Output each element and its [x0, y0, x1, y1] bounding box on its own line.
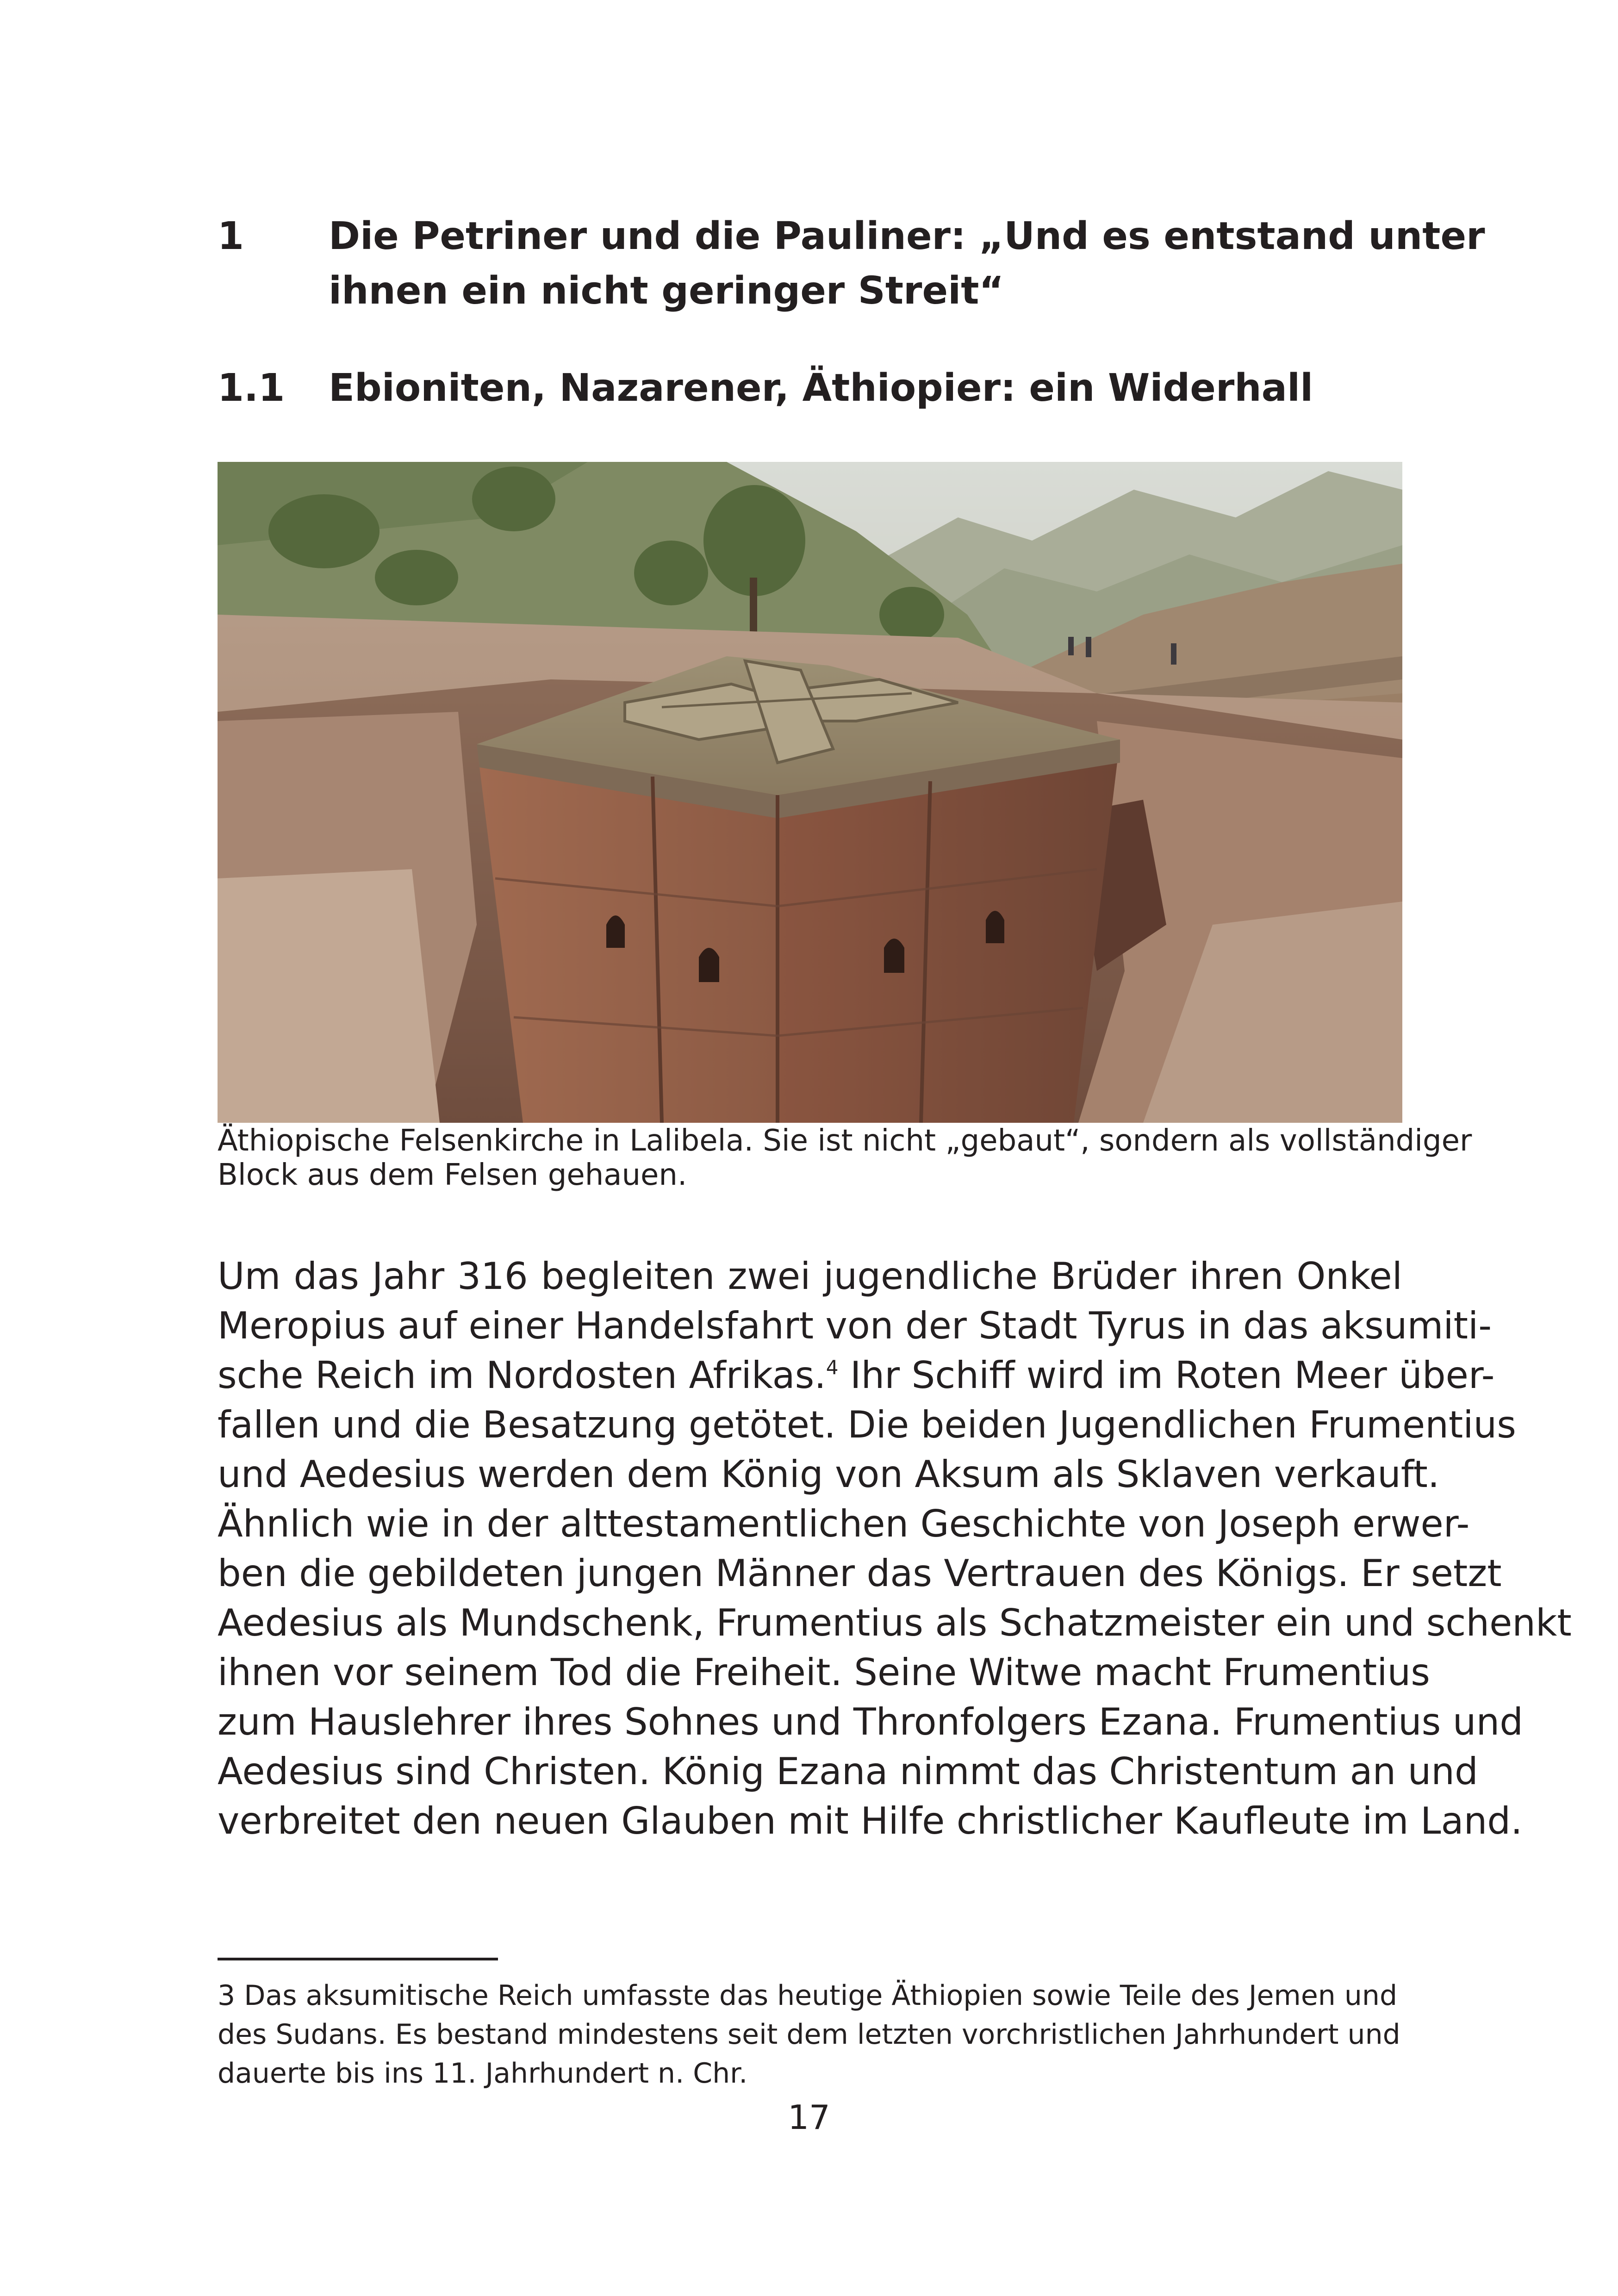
chapter-title: [329, 209, 1513, 318]
body-line: Ähnlich wie in der alttestamentlichen Geschichte von Joseph erwer-: [218, 1502, 1470, 1545]
chapter-number: 1: [218, 214, 244, 258]
footnote-line-1: 3 Das aksumitische Reich umfasste das heutige Äthiopien sowie Teile des Jemen und: [218, 1979, 1398, 2012]
body-line-part: Ihr Schiff wird im Roten Meer über-: [838, 1354, 1495, 1397]
footnote-line-2: des Sudans. Es bestand mindestens seit dem letzten vorchristlichen Jahrhundert und: [218, 2018, 1400, 2051]
body-line: Um das Jahr 316 begleiten zwei jugendliche Brüder ihren Onkel: [218, 1255, 1402, 1298]
chapter-title-line-1: Die Petriner und die Pauliner: „Und es entstand unter: [329, 214, 1485, 258]
footnote: [218, 1976, 1402, 2093]
lalibela-church-photo: [218, 462, 1402, 1123]
figure-caption-line-2: Block aus dem Felsen gehauen.: [218, 1158, 687, 1192]
body-line: fallen und die Besatzung getötet. Die beiden Jugendlichen Frumentius: [218, 1403, 1516, 1446]
section-number: 1.1: [218, 366, 285, 410]
body-line: Meropius auf einer Handelsfahrt von der Stadt Tyrus in das aksumiti-: [218, 1304, 1492, 1347]
section-title: Ebioniten, Nazarener, Äthiopier: ein Widerhall: [329, 366, 1313, 410]
body-line: Aedesius als Mundschenk, Frumentius als Schatzmeister ein und schenkt: [218, 1601, 1572, 1644]
page-number: 17: [788, 2098, 830, 2137]
body-line: ihnen vor seinem Tod die Freiheit. Seine Witwe macht Frumentius: [218, 1651, 1430, 1694]
footnote-line-3: dauerte bis ins 11. Jahrhundert n. Chr.: [218, 2057, 748, 2090]
body-line: [218, 1350, 1495, 1400]
body-line-part: sche Reich im Nordosten Afrikas.: [218, 1354, 826, 1397]
body-line: zum Hauslehrer ihres Sohnes und Thronfolgers Ezana. Frumentius und: [218, 1700, 1523, 1743]
body-line: ben die gebildeten jungen Männer das Vertrauen des Königs. Er setzt: [218, 1552, 1502, 1595]
body-line: verbreitet den neuen Glauben mit Hilfe christlicher Kaufleute im Land.: [218, 1799, 1523, 1842]
chapter-title-line-2: ihnen ein nicht geringer Streit“: [329, 269, 1004, 313]
body-line: und Aedesius werden dem König von Aksum als Sklaven verkauft.: [218, 1453, 1440, 1496]
body-paragraph: [218, 1251, 1572, 1846]
figure-caption-line-1: Äthiopische Felsenkirche in Lalibela. Sie ist nicht „gebaut“, sondern als vollständiger: [218, 1124, 1472, 1158]
footnote-marker[interactable]: 4: [826, 1356, 839, 1379]
figure-caption: [218, 1124, 1472, 1192]
body-line: Aedesius sind Christen. König Ezana nimmt das Christentum an und: [218, 1750, 1478, 1793]
footnote-divider: [218, 1958, 498, 1960]
